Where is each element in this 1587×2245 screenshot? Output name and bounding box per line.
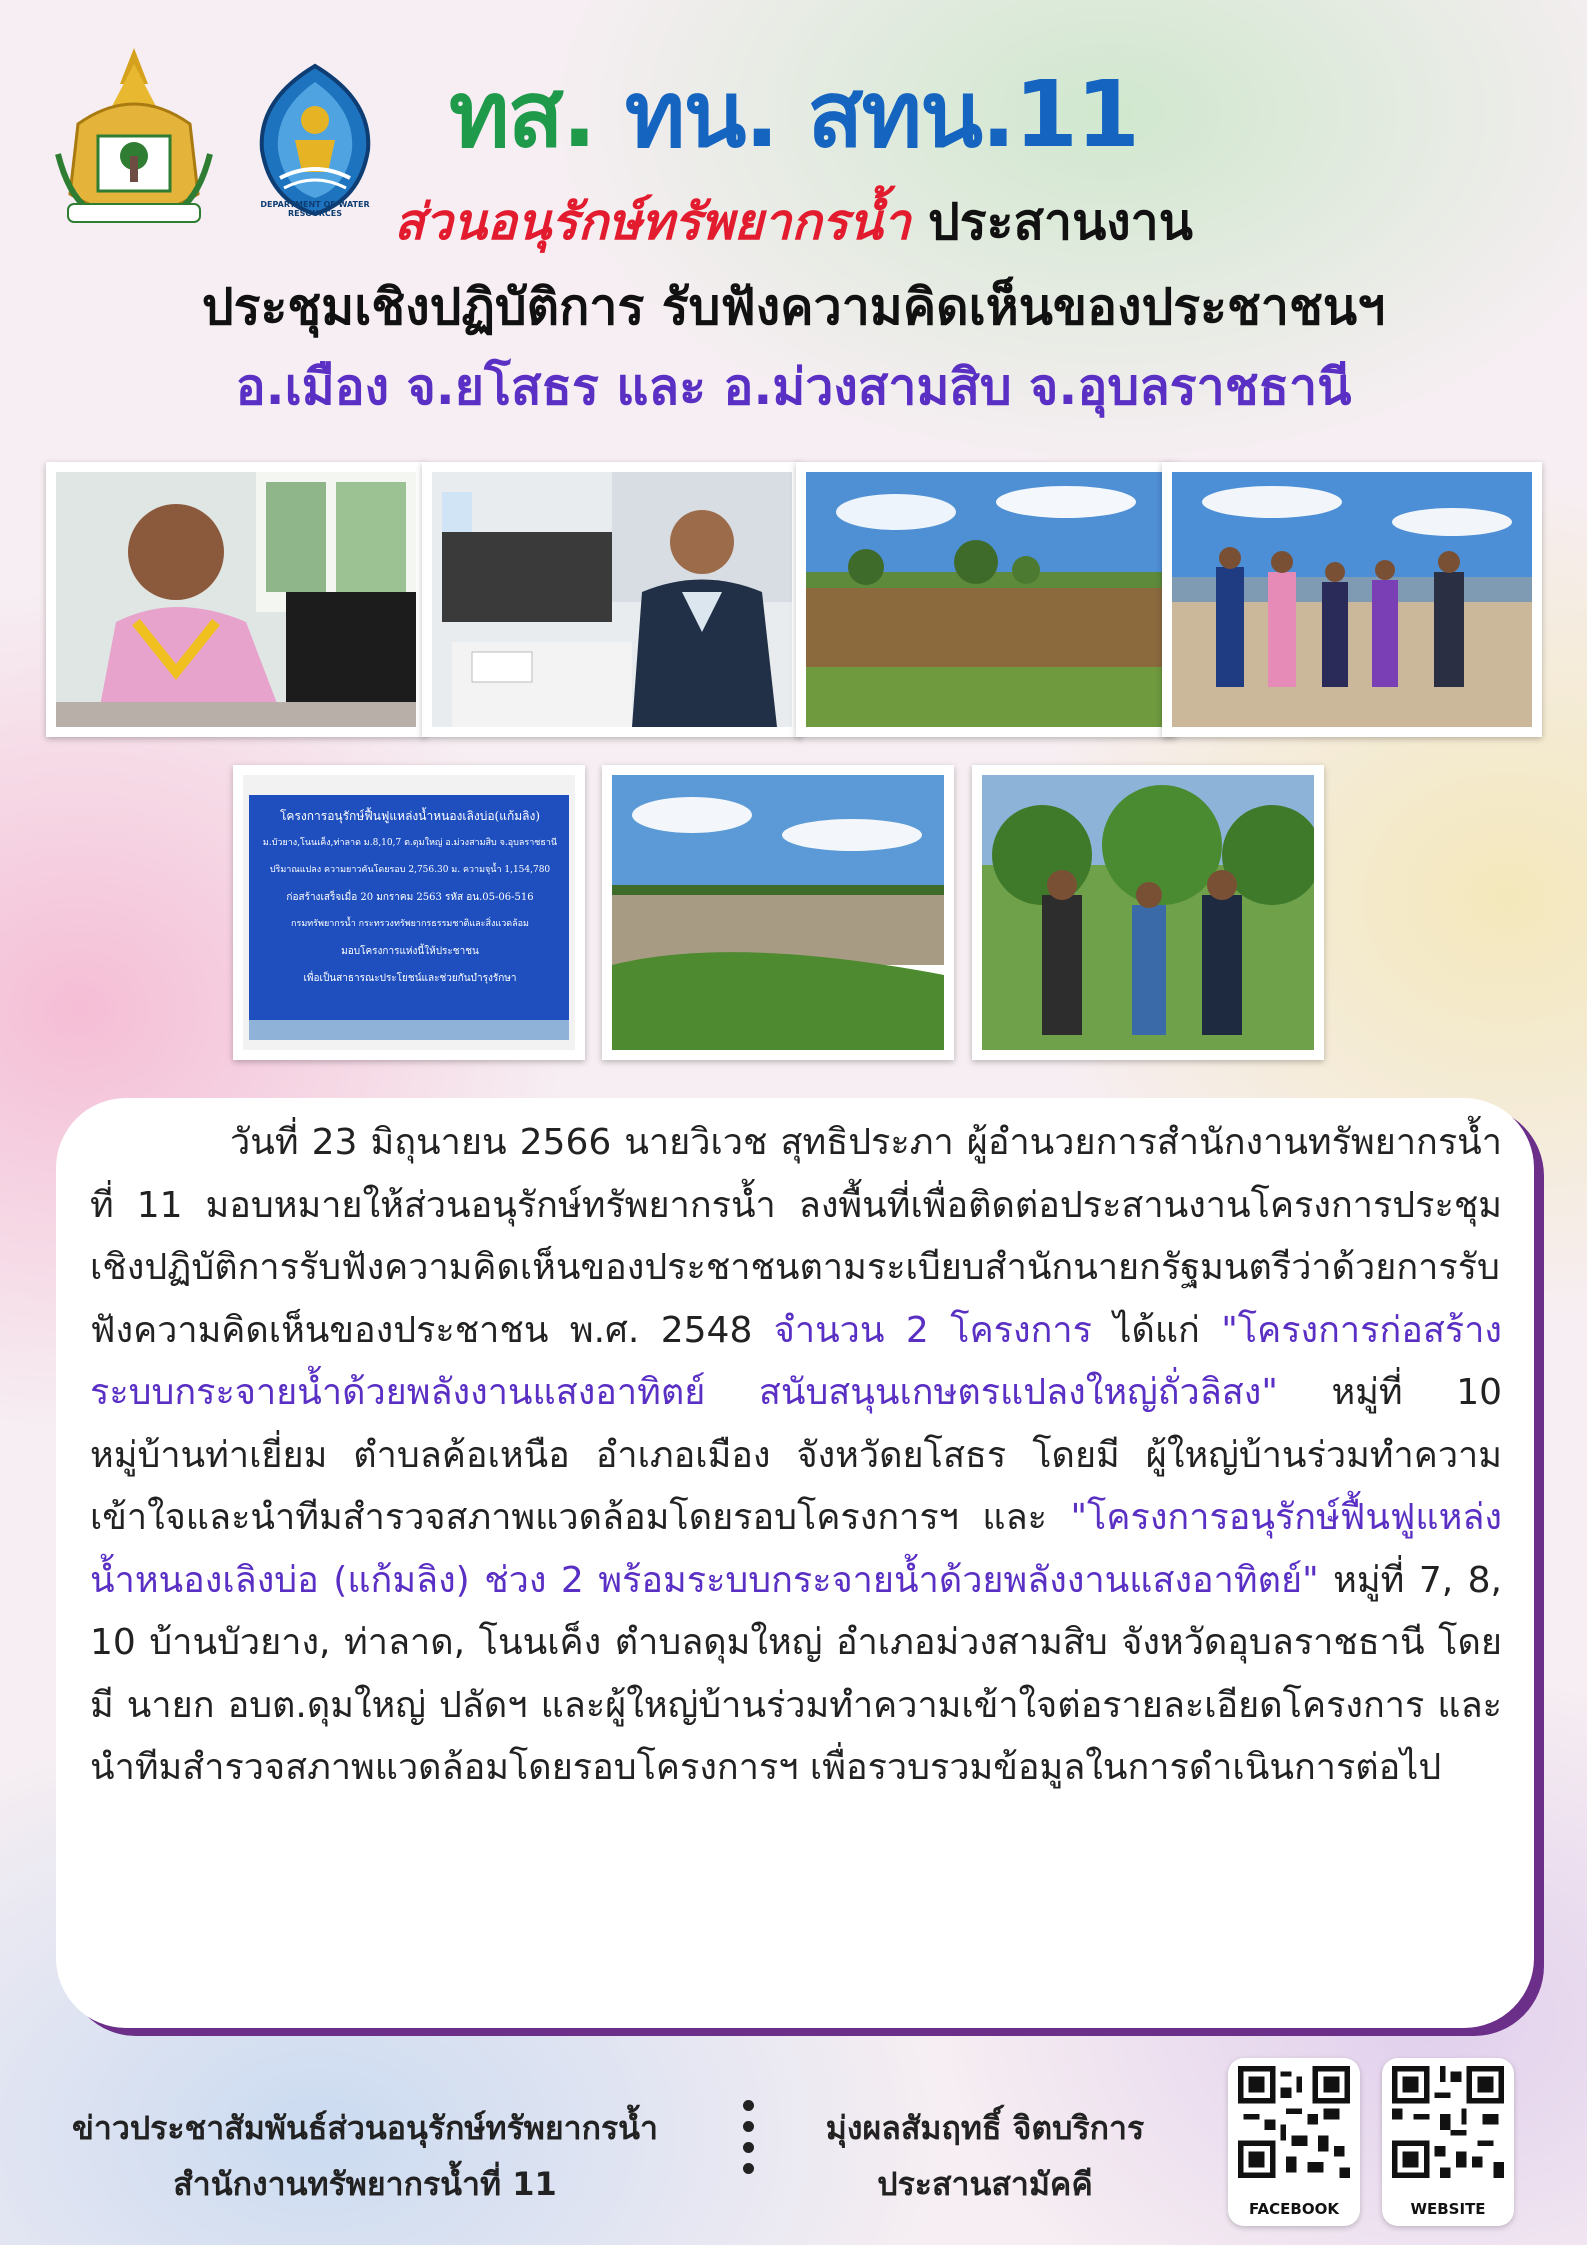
footer-divider-dots xyxy=(743,2100,757,2184)
footer-agency-line-2: สำนักงานทรัพยากรน้ำที่ 11 xyxy=(173,2165,557,2203)
footer-agency-line-1: ข่าวประชาสัมพันธ์ส่วนอนุรักษ์ทรัพยากรน้ำ xyxy=(72,2109,658,2147)
photo-group-field xyxy=(1162,462,1542,737)
body-highlight-project-1: "โครงการก่อสร้างระบบกระจายน้ำด้วยพลังงานแสงอาทิตย์ สนับสนุนเกษตรแปลงใหญ่ถั่วลิสง" xyxy=(90,1309,1502,1413)
sign-text-block xyxy=(251,803,569,992)
subtitle-line-2: ประชุมเชิงปฏิบัติการ รับฟังความคิดเห็นของประชาชนฯ xyxy=(201,278,1386,336)
photo-project-sign xyxy=(233,765,585,1060)
sign-line-7: เพื่อเป็นสาธารณะประโยชน์และช่วยกันบำรุงรักษา xyxy=(303,973,517,984)
sign-line-3: ปริมาณแปลง ความยาวคันโดยรอบ 2,756.30 ม. ความจุน้ำ 1,154,780 xyxy=(269,865,551,875)
photo-site-survey xyxy=(972,765,1324,1060)
body-highlight-project-2: "โครงการอนุรักษ์ฟื้นฟูแหล่งน้ำหนองเลิงบ่อ (แก้มลิง) ช่วง 2 พร้อมระบบกระจายน้ำด้วยพลังงานแสงอาทิตย์" xyxy=(90,1497,1502,1601)
body-text-2: ได้แก่ xyxy=(1091,1309,1222,1351)
photo-lake-view xyxy=(796,462,1176,737)
footer-motto xyxy=(775,2100,1195,2212)
body-text-4: หมู่ที่ 7, 8, 10 บ้านบัวยาง, ท่าลาด, โนนเค็ง ตำบลดุมใหญ่ อำเภอม่วงสามสิบ จังหวัดอุบลราชธานี โดยมี นายก อบต.ดุมใหญ่ ปลัดฯ และผู้ใหญ่บ้านร่วมทำความเข้าใจต่อรายละเอียดโครงการ และนำทีมสำรวจสภาพแวดล้อมโดยรอบโครงการฯ เพื่อรวบรวมข้อมูลในการดำเนินการต่อไป xyxy=(90,1559,1502,1788)
facebook-qr-code[interactable] xyxy=(1228,2058,1360,2226)
sign-line-2: ม.บัวยาง,โนนเค็ง,ท่าลาด ม.8,10,7 ต.ดุมใหญ่ อ.ม่วงสามสิบ จ.อุบลราชธานี xyxy=(262,838,558,848)
subtitle-line-3: อ.เมือง จ.ยโสธร และ อ.ม่วงสามสิบ จ.อุบลราชธานี xyxy=(235,358,1352,416)
qr-code-icon xyxy=(1238,2066,1350,2178)
subtitle-black-text: ประสานงาน xyxy=(910,193,1193,251)
body-text-1: วันที่ 23 มิถุนายน 2566 นายวิเวช สุทธิประภา ผู้อำนวยการสำนักงานทรัพยากรน้ำที่ 11 มอบหมายให้ส่วนอนุรักษ์ทรัพยากรน้ำ ลงพื้นที่เพื่อติดต่อประสานงานโครงการประชุมเชิงปฏิบัติการรับฟังความคิดเห็นของประชาชนตามระเบียบสำนักนายกรัฐมนตรีว่าด้วยการรับฟังความคิดเห็นของประชาชน พ.ศ. 2548 xyxy=(90,1122,1502,1351)
footer-motto-line-2: ประสานสามัคคี xyxy=(877,2165,1093,2203)
website-qr-code[interactable] xyxy=(1382,2058,1514,2226)
website-qr-label: WEBSITE xyxy=(1410,2200,1486,2218)
photo-officer-seated xyxy=(422,462,802,737)
page-title xyxy=(0,60,1587,170)
subtitle-red-text: ส่วนอนุรักษ์ทรัพยากรน้ำ xyxy=(394,193,911,251)
sign-line-1: โครงการอนุรักษ์ฟื้นฟูแหล่งน้ำหนองเลิงบ่อ(แก้มลิง) xyxy=(279,809,541,823)
sign-line-4: ก่อสร้างเสร็จเมื่อ 20 มกราคม 2563 รหัส อน.05-06-516 xyxy=(286,892,534,903)
body-highlight-count: จำนวน 2 โครงการ xyxy=(773,1309,1092,1351)
sign-line-6: มอบโครงการแห่งนี้ให้ประชาชน xyxy=(341,946,479,957)
subtitle-line-1 xyxy=(0,190,1587,254)
footer-motto-line-1: มุ่งผลสัมฤทธิ์ จิตบริการ xyxy=(825,2109,1145,2147)
photo-reservoir xyxy=(602,765,954,1060)
facebook-qr-label: FACEBOOK xyxy=(1249,2200,1339,2218)
logo-caption: DEPARTMENT OF WATER RESOURCES xyxy=(260,200,370,218)
qr-code-icon xyxy=(1392,2066,1504,2178)
photo-villager-seated xyxy=(46,462,426,737)
footer-agency xyxy=(20,2100,710,2212)
article-body xyxy=(90,1112,1502,1800)
title-part-blue: ทน. สทน.11 xyxy=(624,61,1138,168)
sign-line-5: กรมทรัพยากรน้ำ กระทรวงทรัพยากรธรรมชาติและสิ่งแวดล้อม xyxy=(291,919,529,929)
body-text-3: หมู่ที่ 10 หมู่บ้านท่าเยี่ยม ตำบลค้อเหนือ อำเภอเมือง จังหวัดยโสธร โดยมี ผู้ใหญ่บ้านร่วมทำความเข้าใจและนำทีมสำรวจสภาพแวดล้อมโดยรอบโครงการฯ และ xyxy=(90,1372,1503,1538)
article-card xyxy=(56,1098,1534,2028)
title-part-green: ทส. xyxy=(449,61,595,168)
